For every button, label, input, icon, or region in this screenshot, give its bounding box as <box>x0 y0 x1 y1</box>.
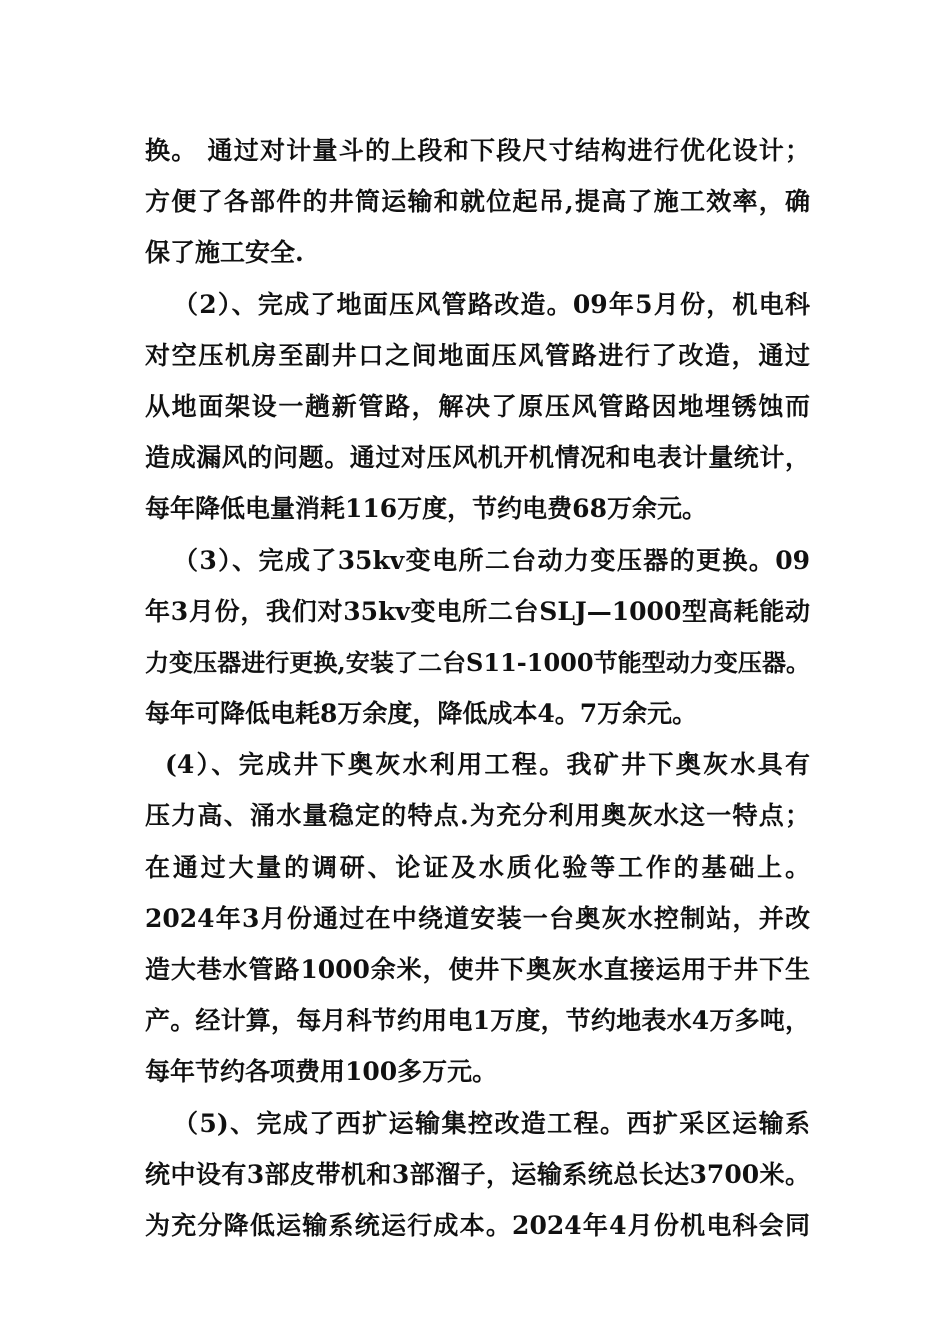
text-line: 为充分降低运输系统运行成本。2024年4月份机电科会同 <box>145 1210 810 1240</box>
text-line: 造成漏风的问题。通过对压风机开机情况和电表计量统计， <box>145 443 810 473</box>
paragraph-3-start: （3）、完成了35kv变电所二台动力变压器的更换。09 <box>173 545 810 575</box>
text-line: 每年可降低电耗8万余度，降低成本4。7万余元。 <box>145 699 698 729</box>
text-line: 在通过大量的调研、论证及水质化验等工作的基础上。 <box>145 852 810 882</box>
text-line: 方便了各部件的井筒运输和就位起吊,提高了施工效率，确 <box>145 187 810 217</box>
text-line: 力变压器进行更换,安装了二台S11-1000节能型动力变压器。 <box>145 647 810 677</box>
text-line: 压力高、涌水量稳定的特点.为充分利用奥灰水这一特点； <box>145 801 810 831</box>
text-line: 每年节约各项费用100多万元。 <box>145 1057 498 1087</box>
paragraph-5-start: （5)、完成了西扩运输集控改造工程。西扩采区运输系 <box>173 1108 810 1138</box>
text-line: 造大巷水管路1000余米，使井下奥灰水直接运用于井下生 <box>145 955 810 984</box>
text-line: 每年降低电量消耗116万度，节约电费68万余元。 <box>145 494 707 524</box>
text-line: 对空压机房至副井口之间地面压风管路进行了改造，通过 <box>145 340 810 370</box>
text-line: 产。经计算，每月科节约用电1万度，节约地表水4万多吨， <box>145 1006 810 1036</box>
text-line: 从地面架设一趟新管路，解决了原压风管路因地埋锈蚀而 <box>145 391 810 421</box>
paragraph-4-start: (4）、完成井下奥灰水利用工程。我矿井下奥灰水具有 <box>165 750 810 780</box>
body-text <box>145 125 810 1251</box>
text-line: 保了施工安全. <box>145 238 304 268</box>
text-line: 年3月份，我们对35kv变电所二台SLJ—1000型高耗能动 <box>145 596 810 626</box>
paragraph-2-start: （2）、完成了地面压风管路改造。09年5月份，机电科 <box>173 289 810 319</box>
text-line: 统中设有3部皮带机和3部溜子，运输系统总长达3700米。 <box>145 1159 810 1189</box>
text-line: 换。 通过对计量斗的上段和下段尺寸结构进行优化设计； <box>145 136 810 165</box>
text-line: 2024年3月份通过在中绕道安装一台奥灰水控制站，并改 <box>145 903 810 933</box>
